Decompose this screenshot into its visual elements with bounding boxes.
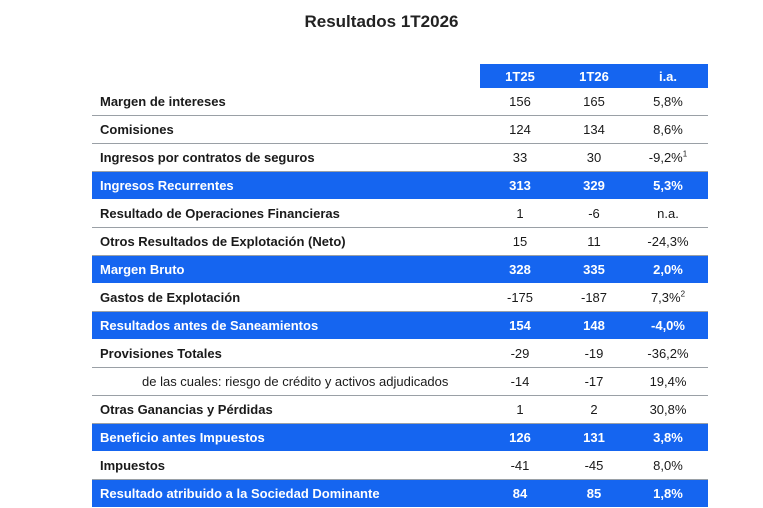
- cell-value: 19,4%: [649, 374, 687, 389]
- table-row: [92, 228, 708, 256]
- table-row: [92, 368, 708, 396]
- value-ia: [628, 88, 708, 116]
- page-title: Resultados 1T2026: [304, 12, 459, 31]
- row-label: Comisiones: [92, 116, 480, 144]
- cell-value: -9,2%: [648, 150, 683, 165]
- value-1t26: [560, 172, 628, 200]
- value-ia: [628, 452, 708, 480]
- cell-value: 5,8%: [653, 94, 683, 109]
- cell-value: 15: [512, 234, 528, 249]
- cell-value: -19: [584, 346, 604, 361]
- results-table: [92, 64, 708, 508]
- cell-value: 85: [586, 486, 602, 501]
- value-1t25: [480, 256, 560, 284]
- cell-value: 5,3%: [653, 178, 683, 193]
- cell-value: 2: [590, 402, 598, 417]
- value-1t26: [560, 200, 628, 228]
- cell-value: 329: [583, 178, 605, 193]
- value-1t25: [480, 172, 560, 200]
- value-1t25: [480, 480, 560, 508]
- value-1t25: [480, 340, 560, 368]
- value-1t26: [560, 116, 628, 144]
- value-ia: [628, 340, 708, 368]
- cell-value: 335: [583, 262, 605, 277]
- row-label: Provisiones Totales: [92, 340, 480, 368]
- value-1t25: [480, 284, 560, 312]
- table-row: [92, 284, 708, 312]
- header-1t26: 1T26: [560, 64, 628, 88]
- table-row-highlight: [92, 424, 708, 452]
- cell-value: 8,0%: [653, 458, 683, 473]
- value-ia: [628, 200, 708, 228]
- table-header-row: [92, 64, 708, 88]
- table-row-highlight: [92, 480, 708, 508]
- value-1t25: [480, 424, 560, 452]
- table-row-highlight: [92, 172, 708, 200]
- cell-value: 30: [586, 150, 602, 165]
- row-label: Resultados antes de Saneamientos: [92, 312, 480, 340]
- cell-value: n.a.: [657, 206, 679, 221]
- cell-value: -6: [588, 206, 600, 221]
- value-ia: [628, 284, 708, 312]
- header-ia: i.a.: [628, 64, 708, 88]
- value-1t25: [480, 88, 560, 116]
- cell-value: -17: [584, 374, 604, 389]
- cell-value: 84: [512, 486, 528, 501]
- cell-value: 124: [509, 122, 531, 137]
- table-row: [92, 340, 708, 368]
- cell-value: 165: [583, 94, 605, 109]
- cell-value: 8,6%: [653, 122, 683, 137]
- cell-value: 131: [583, 430, 605, 445]
- cell-value: -14: [510, 374, 530, 389]
- cell-value: 33: [512, 150, 528, 165]
- row-label: Impuestos: [92, 452, 480, 480]
- row-label: Otras Ganancias y Pérdidas: [92, 396, 480, 424]
- cell-value: 154: [509, 318, 531, 333]
- cell-value: -29: [510, 346, 530, 361]
- row-label: Margen de intereses: [92, 88, 480, 116]
- value-1t26: [560, 452, 628, 480]
- table-row: [92, 396, 708, 424]
- value-1t26: [560, 480, 628, 508]
- cell-value: 126: [509, 430, 531, 445]
- row-label: Resultado atribuido a la Sociedad Dominante: [92, 480, 480, 508]
- value-1t25: [480, 228, 560, 256]
- footnote-marker: 1: [682, 149, 688, 159]
- value-1t25: [480, 144, 560, 172]
- value-1t25: [480, 368, 560, 396]
- row-label: Beneficio antes Impuestos: [92, 424, 480, 452]
- value-1t25: [480, 312, 560, 340]
- cell-value: 1: [516, 206, 524, 221]
- value-1t26: [560, 396, 628, 424]
- value-1t26: [560, 144, 628, 172]
- cell-value: 134: [583, 122, 605, 137]
- header-blank: [92, 64, 480, 88]
- value-ia: [628, 312, 708, 340]
- value-ia: [628, 256, 708, 284]
- cell-value: -175: [506, 290, 534, 305]
- table-row: [92, 116, 708, 144]
- cell-value: 3,8%: [653, 430, 683, 445]
- value-ia: [628, 144, 708, 172]
- table-body: [92, 88, 708, 508]
- cell-value: 328: [509, 262, 531, 277]
- value-1t26: [560, 88, 628, 116]
- value-1t25: [480, 200, 560, 228]
- row-label: Ingresos Recurrentes: [92, 172, 480, 200]
- cell-value: 2,0%: [653, 262, 683, 277]
- table-row-highlight: [92, 312, 708, 340]
- cell-value: 11: [587, 234, 601, 249]
- table-row: [92, 200, 708, 228]
- cell-value: -4,0%: [651, 318, 685, 333]
- value-1t25: [480, 396, 560, 424]
- table-row-highlight: [92, 256, 708, 284]
- row-label: Gastos de Explotación: [92, 284, 480, 312]
- value-ia: [628, 368, 708, 396]
- cell-value: -45: [584, 458, 604, 473]
- value-1t26: [560, 284, 628, 312]
- value-1t26: [560, 312, 628, 340]
- value-1t26: [560, 228, 628, 256]
- value-ia: [628, 480, 708, 508]
- value-1t25: [480, 452, 560, 480]
- value-ia: [628, 116, 708, 144]
- cell-value: 313: [509, 178, 531, 193]
- header-1t25: 1T25: [480, 64, 560, 88]
- cell-value: 148: [583, 318, 605, 333]
- table-row: [92, 452, 708, 480]
- cell-value: -36,2%: [647, 346, 689, 361]
- value-1t25: [480, 116, 560, 144]
- cell-value: -24,3%: [647, 234, 689, 249]
- row-label: Otros Resultados de Explotación (Neto): [92, 228, 480, 256]
- value-ia: [628, 172, 708, 200]
- cell-value: 1,8%: [653, 486, 683, 501]
- table-row: [92, 88, 708, 116]
- value-ia: [628, 396, 708, 424]
- row-label: Margen Bruto: [92, 256, 480, 284]
- cell-value: 30,8%: [649, 402, 687, 417]
- value-1t26: [560, 256, 628, 284]
- value-ia: [628, 228, 708, 256]
- cell-value: 156: [509, 94, 531, 109]
- value-1t26: [560, 340, 628, 368]
- table-row: [92, 144, 708, 172]
- cell-value: -41: [510, 458, 530, 473]
- cell-value: -187: [580, 290, 608, 305]
- footnote-marker: 2: [680, 289, 686, 299]
- row-label: Resultado de Operaciones Financieras: [92, 200, 480, 228]
- row-label: de las cuales: riesgo de crédito y activos adjudicados: [92, 368, 480, 396]
- cell-value: 1: [516, 402, 524, 417]
- cell-value: 7,3%: [650, 290, 681, 305]
- value-1t26: [560, 368, 628, 396]
- value-ia: [628, 424, 708, 452]
- row-label: Ingresos por contratos de seguros: [92, 144, 480, 172]
- value-1t26: [560, 424, 628, 452]
